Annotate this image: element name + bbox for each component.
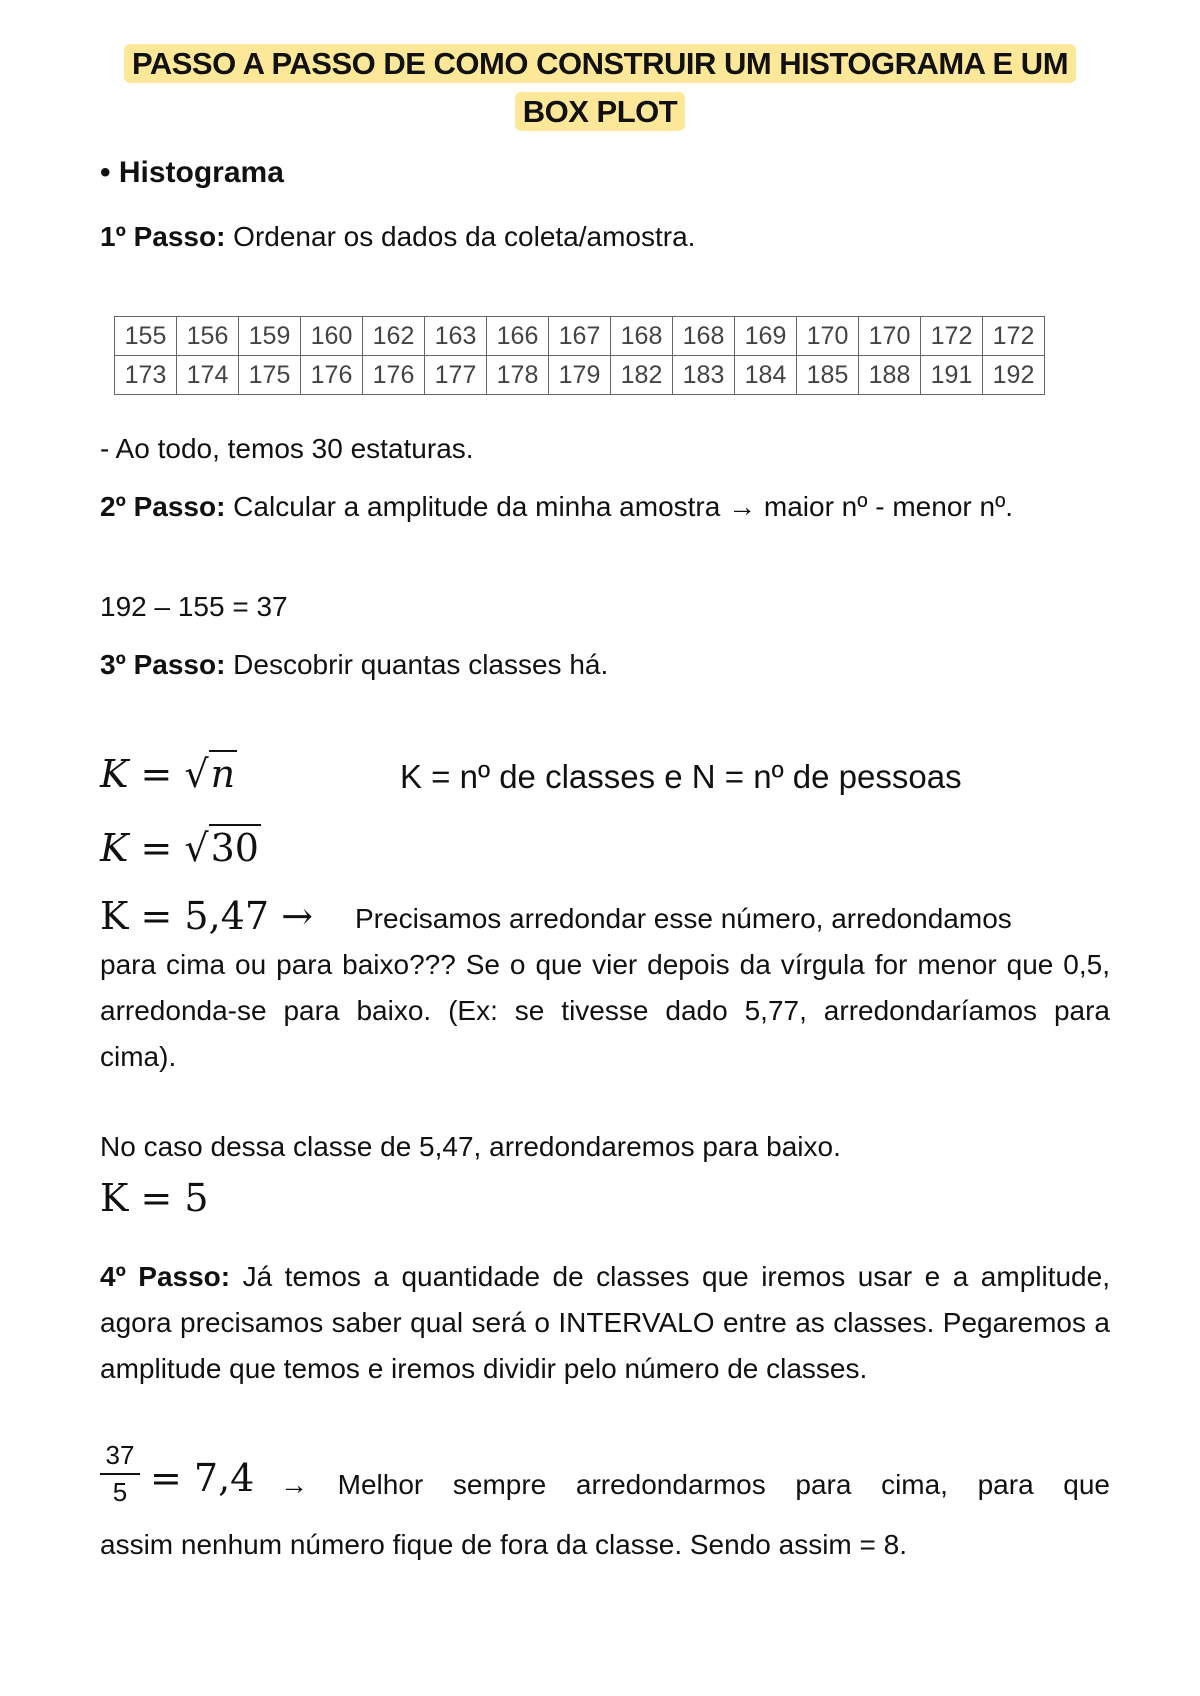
table-row (115, 317, 1045, 356)
conclusion-line-2: assim nenhum número fique de fora da classe. Sendo assim = 8. (100, 1529, 907, 1560)
table-cell: 168 (611, 317, 673, 356)
step4-label: 4º Passo: (100, 1261, 231, 1292)
table-cell: 170 (797, 317, 859, 356)
table-cell: 182 (611, 356, 673, 395)
sqrt-icon: √ (184, 752, 209, 796)
formula2-lhs: K (100, 826, 129, 870)
table-cell: 169 (735, 317, 797, 356)
rounding-first-line: Precisamos arredondar esse número, arredondamos (355, 903, 1012, 934)
fraction-denominator: 5 (112, 1477, 128, 1507)
table-cell: 173 (115, 356, 177, 395)
rounding-line-1 (355, 896, 1110, 942)
step2-text: Calcular a amplitude da minha amostra → maior nº - menor nº. (225, 491, 1014, 522)
table-cell: 188 (859, 356, 921, 395)
table-cell: 172 (983, 317, 1045, 356)
step2-label: 2º Passo: (100, 491, 226, 522)
table-cell: 170 (859, 317, 921, 356)
rounding-rest (100, 942, 1110, 1080)
table-cell: 185 (797, 356, 859, 395)
table-cell: 178 (487, 356, 549, 395)
formula-k-5: K = 5 (100, 1176, 209, 1220)
formula-k-547: K = 5,47 → (100, 894, 313, 938)
formula-k-sqrt-30 (100, 826, 261, 870)
table-cell: 166 (487, 317, 549, 356)
section-heading-text: Histograma (118, 156, 284, 189)
fraction-numerator: 37 (100, 1440, 140, 1475)
table-row (115, 356, 1045, 395)
step1-label: 1º Passo: (100, 221, 226, 252)
title-line-1 (100, 46, 1100, 82)
step1-paragraph (100, 214, 1110, 260)
table-cell: 176 (301, 356, 363, 395)
formula1-lhs: K (100, 752, 129, 796)
table-cell: 175 (239, 356, 301, 395)
bullet-icon: • (100, 156, 111, 189)
table-cell: 155 (115, 317, 177, 356)
conclusion-line-1-text: Melhor sempre arredondarmos para cima, para que (337, 1469, 1110, 1500)
step2-paragraph (100, 484, 1100, 530)
title-highlight-2: BOX PLOT (515, 92, 685, 131)
table-cell: 162 (363, 317, 425, 356)
formula2-val: 30 (210, 826, 259, 870)
table-cell: 163 (425, 317, 487, 356)
sqrt-icon: √ (184, 826, 209, 870)
formula2-eq: = (128, 826, 185, 870)
arrow-icon: → (280, 1469, 308, 1500)
section-heading (100, 156, 284, 190)
title-line-2 (100, 94, 1100, 130)
table-cell: 183 (673, 356, 735, 395)
formula1-eq: = (128, 752, 185, 796)
conclusion-line-1 (280, 1462, 1110, 1508)
formula-k-sqrt-n (100, 752, 237, 796)
formula-note: K = nº de classes e N = nº de pessoas (400, 758, 962, 795)
step3-paragraph (100, 642, 1110, 688)
step4-text: Já temos a quantidade de classes que iremos usar e a amplitude, agora precisamos saber qual será o INTERVALO entre as classes. Pegaremos a amplitude que temos e iremos dividir pelo número de classes. (100, 1261, 1110, 1384)
step2-calc: 192 – 155 = 37 (100, 591, 288, 622)
table-cell: 172 (921, 317, 983, 356)
table-cell: 191 (921, 356, 983, 395)
table-cell: 179 (549, 356, 611, 395)
heights-table-body (115, 317, 1045, 395)
table-cell: 176 (363, 356, 425, 395)
rounding-rest-text: para cima ou para baixo??? Se o que vier depois da vírgula for menor que 0,5, arredonda-se para baixo. (Ex: se tivesse dado 5,77, arredondaríamos para cima). (100, 949, 1110, 1072)
table-cell: 167 (549, 317, 611, 356)
table-cell: 174 (177, 356, 239, 395)
formula1-var: n (210, 752, 236, 796)
total-note: - Ao todo, temos 30 estaturas. (100, 433, 474, 464)
table-cell: 168 (673, 317, 735, 356)
table-cell: 160 (301, 317, 363, 356)
heights-table (114, 316, 1045, 395)
step3-text: Descobrir quantas classes há. (225, 649, 609, 680)
case-text: No caso dessa classe de 5,47, arredondaremos para baixo. (100, 1131, 841, 1162)
step3-label: 3º Passo: (100, 649, 226, 680)
table-cell: 159 (239, 317, 301, 356)
table-cell: 184 (735, 356, 797, 395)
step1-text: Ordenar os dados da coleta/amostra. (225, 221, 696, 252)
table-cell: 177 (425, 356, 487, 395)
table-cell: 156 (177, 317, 239, 356)
fraction-result: = 7,4 (150, 1456, 255, 1500)
table-cell: 192 (983, 356, 1045, 395)
title-highlight-1: PASSO A PASSO DE COMO CONSTRUIR UM HISTOGRAMA E UM (124, 44, 1076, 83)
fraction (100, 1440, 140, 1508)
step4-paragraph (100, 1254, 1110, 1392)
